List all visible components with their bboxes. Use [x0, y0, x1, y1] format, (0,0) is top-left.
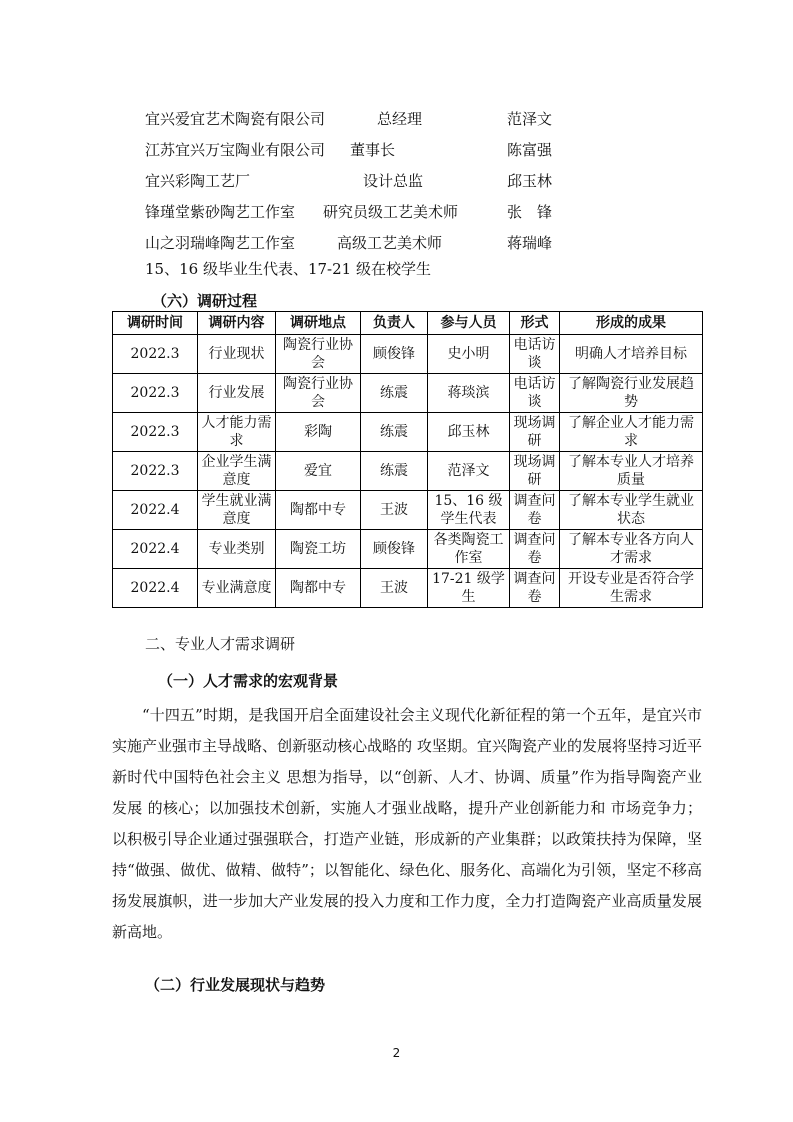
table-cell: 范泽文: [428, 452, 510, 491]
table-cell: 练震: [361, 452, 428, 491]
participant-company: 山之羽瑞峰陶艺工作室: [145, 234, 296, 252]
participant-row: [145, 197, 665, 228]
participant-name: 范泽文: [507, 110, 553, 128]
table-cell: 邱玉林: [428, 413, 510, 452]
table-cell: 调查问卷: [510, 530, 560, 569]
table-row: [113, 530, 703, 569]
table-header-row: [113, 312, 703, 335]
participant-name: 邱玉林: [507, 172, 553, 190]
table-cell: 蒋琰滨: [428, 374, 510, 413]
table-cell: 2022.3: [113, 335, 198, 374]
table-cell: 王波: [361, 491, 428, 530]
table-cell: 2022.4: [113, 491, 198, 530]
table-cell: 17-21 级学生: [428, 569, 510, 608]
table-cell: 陶都中专: [276, 569, 361, 608]
table-cell: 陶瓷行业协会: [276, 335, 361, 374]
participant-row: [145, 104, 665, 135]
section-2-1-heading: （一）人才需求的宏观背景: [158, 672, 339, 690]
table-row: [113, 413, 703, 452]
table-row: [113, 374, 703, 413]
table-cell: 了解本专业学生就业状态: [560, 491, 703, 530]
table-cell: 行业现状: [198, 335, 276, 374]
participant-company: 宜兴彩陶工艺厂: [145, 172, 251, 190]
table-cell: 2022.4: [113, 569, 198, 608]
table-cell: 顾俊锋: [361, 335, 428, 374]
column-header: 调研时间: [113, 312, 198, 335]
participant-row: [145, 228, 665, 259]
section-6-heading: （六）调研过程: [152, 292, 258, 310]
table-cell: 15、16 级学生代表: [428, 491, 510, 530]
table-cell: 了解陶瓷行业发展趋势: [560, 374, 703, 413]
page-number: 2: [392, 1046, 401, 1060]
table-row: [113, 452, 703, 491]
table-cell: 彩陶: [276, 413, 361, 452]
participant-list: [145, 104, 665, 259]
table-cell: 爱宜: [276, 452, 361, 491]
column-header: 调研地点: [276, 312, 361, 335]
column-header: 形成的成果: [560, 312, 703, 335]
table-cell: 2022.4: [113, 530, 198, 569]
table-cell: 现场调研: [510, 413, 560, 452]
table-cell: 专业类别: [198, 530, 276, 569]
column-header: 参与人员: [428, 312, 510, 335]
table-cell: 调查问卷: [510, 569, 560, 608]
table-row: [113, 335, 703, 374]
participant-row: [145, 135, 665, 166]
table-cell: 人才能力需求: [198, 413, 276, 452]
table-cell: 史小明: [428, 335, 510, 374]
table-cell: 电话访谈: [510, 335, 560, 374]
participant-role: 设计总监: [363, 172, 424, 190]
table-cell: 了解企业人才能力需求: [560, 413, 703, 452]
column-header: 调研内容: [198, 312, 276, 335]
table-cell: 陶都中专: [276, 491, 361, 530]
table-cell: 练震: [361, 374, 428, 413]
table-row: [113, 491, 703, 530]
table-cell: 了解本专业人才培养质量: [560, 452, 703, 491]
table-cell: 专业满意度: [198, 569, 276, 608]
participant-role: 高级工艺美术师: [337, 234, 443, 252]
table-cell: 2022.3: [113, 452, 198, 491]
participant-company: 江苏宜兴万宝陶业有限公司: [145, 141, 326, 159]
column-header: 负责人: [361, 312, 428, 335]
participant-role: 董事长: [350, 141, 396, 159]
table-cell: 学生就业满意度: [198, 491, 276, 530]
table-cell: 练震: [361, 413, 428, 452]
participant-name: 蒋瑞峰: [507, 234, 553, 252]
participant-name: 陈富强: [507, 141, 553, 159]
table-row: [113, 569, 703, 608]
section-2-heading: 二、专业人才需求调研: [145, 635, 296, 653]
macro-background-paragraph: “十四五”时期，是我国开启全面建设社会主义现代化新征程的第一个五年，是宜兴市实施产业强市主导战略、创新驱动核心战略的 攻坚期。宜兴陶瓷产业的发展将坚持习近平新时代中国特色社会主义 思想为指导，以“创新、人才、协调、质量”作为指导陶瓷产业发展 的核心；以加强技术创新，实施人才强业战略，提升产业创新能力和 市场竞争力；以积极引导企业通过强强联合，打造产业链，形成新的产业集群；以政策扶持为保障，坚持“做强、做优、做精、做特”；以智能化、绿色化、服务化、高端化为引领，坚定不移高扬发展旗帜，进一步加大产业发展的投入力度和工作力度，全力打造陶瓷产业高质量发展新高地。: [112, 706, 702, 941]
table-cell: 2022.3: [113, 413, 198, 452]
participant-role: 总经理: [377, 110, 423, 128]
table-cell: 陶瓷行业协会: [276, 374, 361, 413]
research-process-table: [112, 311, 703, 608]
table-cell: 顾俊锋: [361, 530, 428, 569]
table-cell: 现场调研: [510, 452, 560, 491]
participant-role: 研究员级工艺美术师: [323, 203, 459, 221]
table-cell: 王波: [361, 569, 428, 608]
table-cell: 调查问卷: [510, 491, 560, 530]
participant-company: 锋瑾堂紫砂陶艺工作室: [145, 203, 296, 221]
table-cell: 电话访谈: [510, 374, 560, 413]
table-cell: 陶瓷工坊: [276, 530, 361, 569]
table-cell: 各类陶瓷工作室: [428, 530, 510, 569]
table-cell: 企业学生满意度: [198, 452, 276, 491]
table-cell: 开设专业是否符合学生需求: [560, 569, 703, 608]
table-cell: 明确人才培养目标: [560, 335, 703, 374]
section-2-2-heading: （二）行业发展现状与趋势: [145, 976, 326, 994]
participant-name: 张 锋: [507, 203, 553, 221]
participant-company: 宜兴爱宜艺术陶瓷有限公司: [145, 110, 326, 128]
table-cell: 行业发展: [198, 374, 276, 413]
participant-row: [145, 166, 665, 197]
column-header: 形式: [510, 312, 560, 335]
graduates-line: 15、16 级毕业生代表、17-21 级在校学生: [145, 260, 431, 278]
table-cell: 了解本专业各方向人才需求: [560, 530, 703, 569]
table-cell: 2022.3: [113, 374, 198, 413]
